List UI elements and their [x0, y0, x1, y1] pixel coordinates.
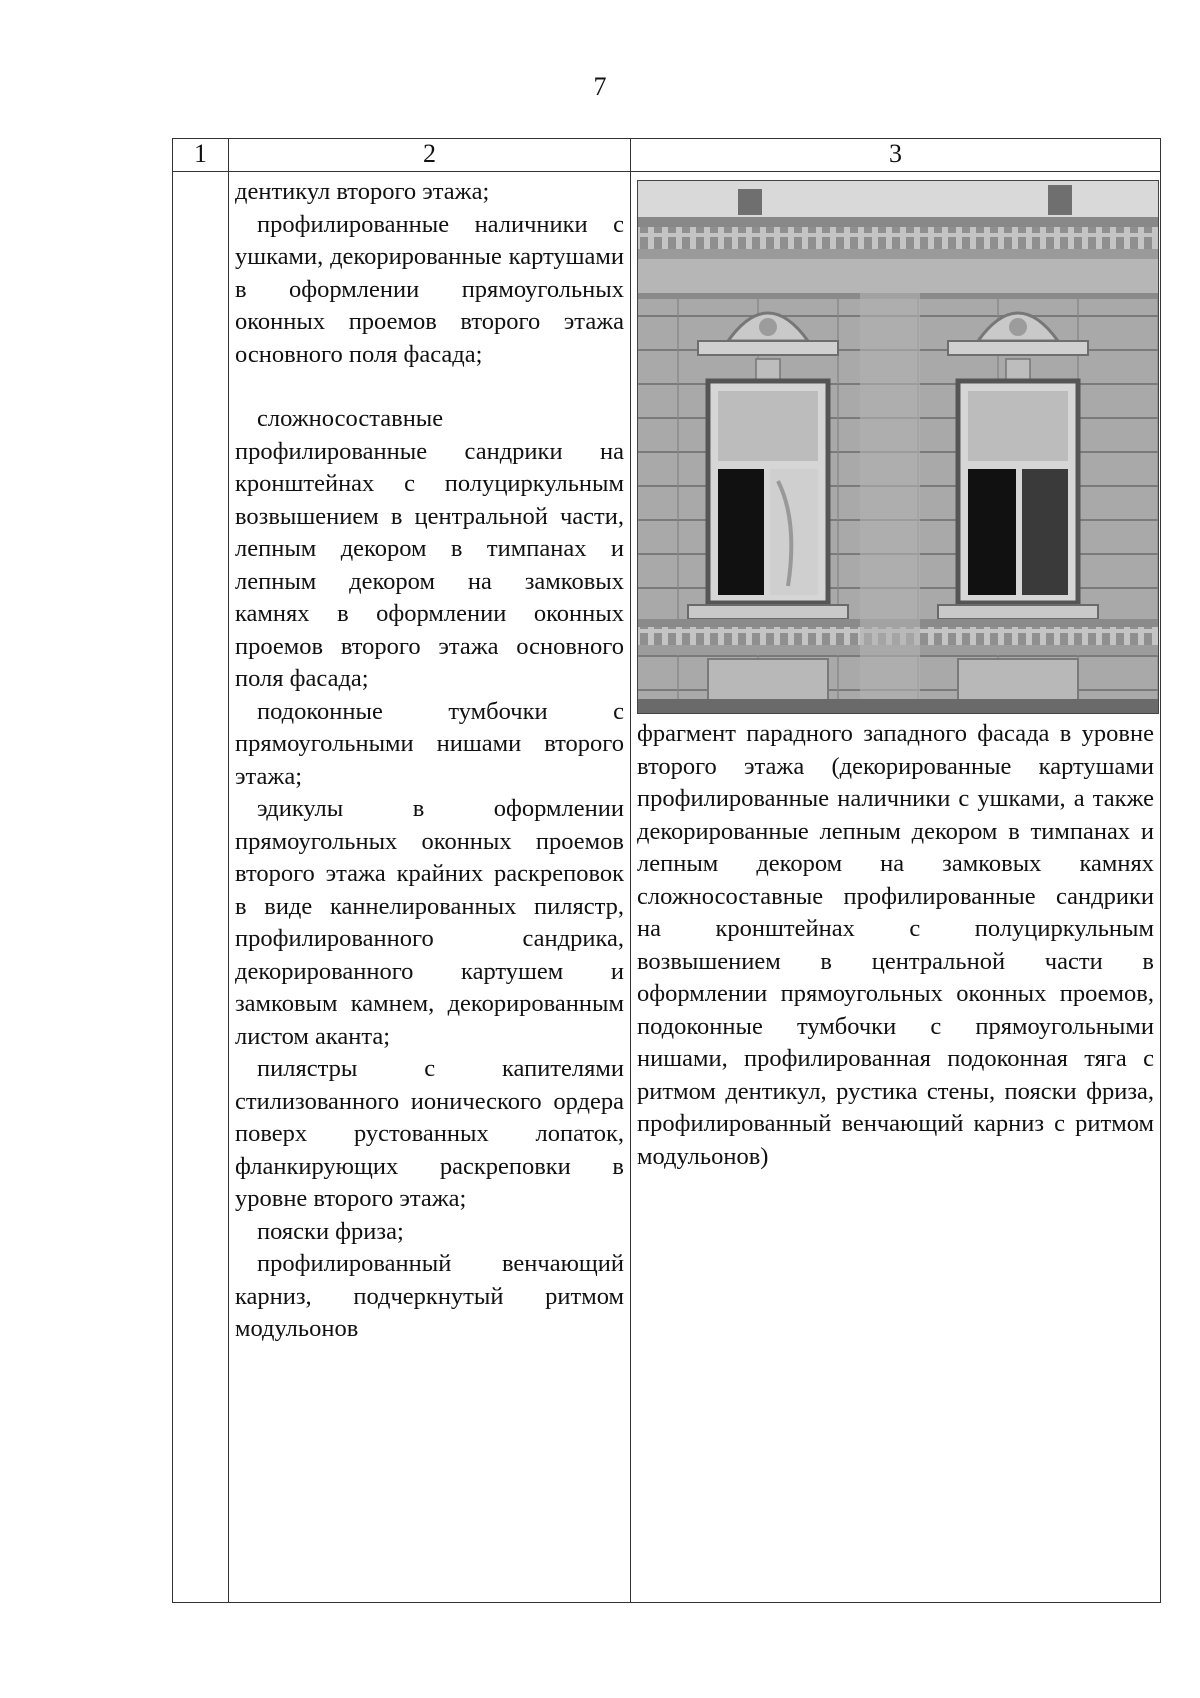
- list-item: профилированный венчающий карниз, подчеркнутый ритмом модульонов: [235, 1250, 624, 1342]
- table-row: [173, 172, 1161, 1603]
- list-item: профилированные наличники с ушками, декорированные картушами в оформлении прямоугольных оконных проемов второго этажа основного поля фасада;: [235, 210, 624, 368]
- list-item: пояски фриза;: [257, 1217, 404, 1245]
- list-item: эдикулы в оформлении прямоугольных оконных проемов второго этажа крайних раскреповок в виде каннелированных пилястр, профилированного сандрика, декорированного картушем и замковым камнем, декорированным листом аканта;: [235, 795, 624, 1050]
- table-header-row: [173, 139, 1161, 172]
- photo-caption: фрагмент парадного западного фасада в уровне второго этажа (декорированные картушами профилированные наличники с ушками, а также декорированные лепным декором в тимпанах и лепным декором на замковых камнях сложносоставные профилированные сандрики на кронштейнах с полуциркульным возвышением в центральной части в оформлении прямоугольных оконных проемов, подоконные тумбочки с прямоугольными нишами, профилированная подоконная тяга с ритмом дентикул, рустика стены, пояски фриза, профилированный венчающий карниз с ритмом модульонов): [637, 720, 1154, 1170]
- header-col-3: 3: [631, 139, 1161, 172]
- list-item: пилястры с капителями стилизованного ионического ордера поверх рустованных лопаток, фланкирующих раскреповки в уровне второго этажа;: [235, 1055, 624, 1212]
- cell-col-2: [229, 172, 631, 1603]
- list-item: дентикул второго этажа;: [235, 178, 490, 205]
- list-item: сложносоставные профилированные сандрики на кронштейнах с полуциркульным возвышением в центральной части, лепным декором в тимпанах и лепным декором на замковых камнях в оформлении оконных проемов второго этажа основного поля фасада;: [235, 405, 624, 692]
- cell-col-3: [631, 172, 1161, 1603]
- list-item: подоконные тумбочки с прямоугольными нишами второго этажа;: [235, 697, 624, 790]
- page-number: 7: [593, 72, 607, 101]
- object-description-table: [172, 138, 1161, 1603]
- header-col-2: 2: [229, 139, 631, 172]
- header-col-1: 1: [173, 139, 229, 172]
- elements-list: [229, 172, 630, 1346]
- facade-photo: [637, 180, 1159, 714]
- cell-col-1: [173, 172, 229, 1603]
